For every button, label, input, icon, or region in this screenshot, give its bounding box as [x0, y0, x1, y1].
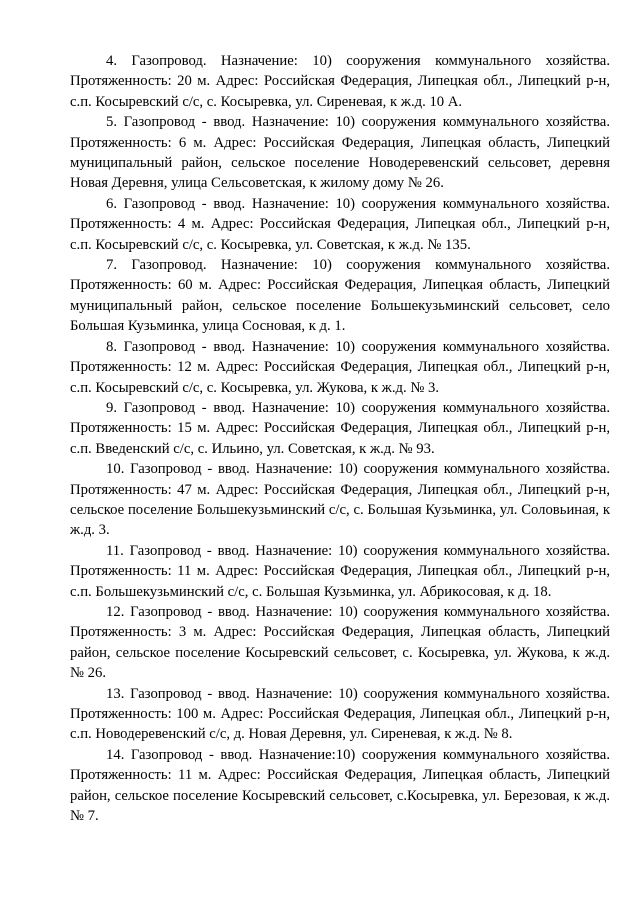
list-item-8: 8. Газопровод - ввод. Назначение: 10) сооружения коммунального хозяйства. Протяженность: 12 м. Адрес: Российская Федерация, Липецкая обл., Липецкий р-н, с.п. Косыревский с/с, с. Косыревка, ул. Жукова, к ж.д. № 3.	[70, 338, 610, 396]
list-item-4: 4. Газопровод. Назначение: 10) сооружения коммунального хозяйства. Протяженность: 20 м. Адрес: Российская Федерация, Липецкая обл., Липецкий р-н, с.п. Косыревский с/с, с. Косыревка, ул. Сиреневая, к ж.д. 10 А.	[70, 53, 610, 110]
list-item-7: 7. Газопровод. Назначение: 10) сооружения коммунального хозяйства. Протяженность: 60 м. Адрес: Российская Федерация, Липецкая область, Липецкий муниципальный район, сельское поселение Большекузьминский сельсовет, село Большая Кузьминка, улица Сосновая, к д. 1.	[70, 257, 610, 335]
list-item-10: 10. Газопровод - ввод. Назначение: 10) сооружения коммунального хозяйства. Протяженность: 47 м. Адрес: Российская Федерация, Липецкая обл., Липецкий р-н, сельское поселение Большекузьминский с/с, с. Большая Кузьминка, ул. Соловьиная, к ж.д. 3.	[70, 461, 610, 539]
document-page	[70, 51, 610, 826]
list-item-9: 9. Газопровод - ввод. Назначение: 10) сооружения коммунального хозяйства. Протяженность: 15 м. Адрес: Российская Федерация, Липецкая обл., Липецкий р-н, с.п. Введенский с/с, с. Ильино, ул. Советская, к ж.д. № 93.	[70, 399, 610, 457]
list-item-13: 13. Газопровод - ввод. Назначение: 10) сооружения коммунального хозяйства. Протяженность: 100 м. Адрес: Российская Федерация, Липецкая обл., Липецкий р-н, с.п. Новодеревенский с/с, д. Новая Деревня, ул. Сиреневая, к ж.д. № 8.	[70, 685, 610, 743]
list-item-14: 14. Газопровод - ввод. Назначение:10) сооружения коммунального хозяйства. Протяженность: 11 м. Адрес: Российская Федерация, Липецкая область, Липецкий район, сельское поселение Косыревский сельсовет, с.Косыревка, ул. Березовая, к ж.д. № 7.	[70, 746, 610, 825]
list-item-11: 11. Газопровод - ввод. Назначение: 10) сооружения коммунального хозяйства. Протяженность: 11 м. Адрес: Российская Федерация, Липецкая обл., Липецкий р-н, с.п. Большекузьминский с/с, с. Большая Кузьминка, ул. Абрикосовая, к д. 18.	[70, 542, 610, 600]
list-item-12: 12. Газопровод - ввод. Назначение: 10) сооружения коммунального хозяйства. Протяженность: 3 м. Адрес: Российская Федерация, Липецкая область, Липецкий район, сельское поселение Косыревский сельсовет, с. Косыревка, ул. Жукова, к ж.д. № 26.	[70, 603, 610, 682]
list-item-5: 5. Газопровод - ввод. Назначение: 10) сооружения коммунального хозяйства. Протяженность: 6 м. Адрес: Российская Федерация, Липецкая область, Липецкий муниципальный район, сельское поселение Новодеревенский сельсовет, деревня Новая Деревня, улица Сельсоветская, к жилому дому № 26.	[70, 114, 610, 192]
list-item-6: 6. Газопровод - ввод. Назначение: 10) сооружения коммунального хозяйства. Протяженность: 4 м. Адрес: Российская Федерация, Липецкая обл., Липецкий р-н, с.п. Косыревский с/с, с. Косыревка, ул. Советская, к ж.д. № 135.	[70, 195, 610, 253]
